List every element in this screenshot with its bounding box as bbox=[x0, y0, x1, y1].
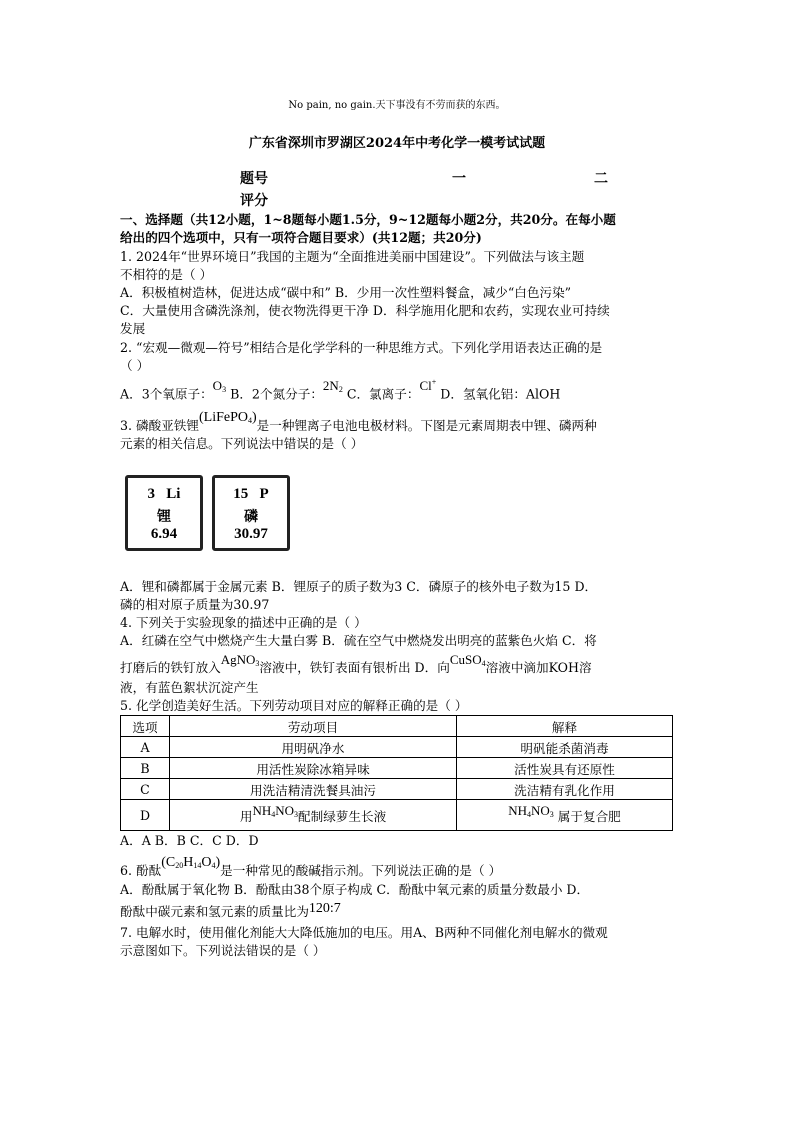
q2-opt-c: C．氯离子： bbox=[346, 386, 420, 402]
q6-options-line2-text: 酚酞中碳元素和氢元素的质量比为 bbox=[120, 904, 309, 919]
table-row bbox=[121, 779, 673, 800]
element-p-name: 磷 bbox=[244, 510, 258, 525]
score-row-label-score: 评分 bbox=[240, 193, 268, 209]
q1-options-line1: A．积极植树造林，促进达成“碳中和” B．少用一次性塑料餐盒，减少“白色污染” bbox=[120, 285, 572, 300]
formula-nh4no3: $NH_4NO_3$ bbox=[508, 802, 554, 819]
formula-2n2: $2N_2$ bbox=[322, 378, 343, 395]
element-card-li bbox=[125, 475, 203, 551]
q6-stem-part2: 是一种常见的酸碱指示剂。下列说法正确的是（ ） bbox=[220, 863, 502, 878]
q5-row-d-expl-suffix: 属于复合肥 bbox=[557, 808, 621, 824]
element-p-symbol: P bbox=[259, 486, 269, 502]
q5-header-task: 劳动项目 bbox=[170, 716, 457, 737]
q6-stem bbox=[120, 855, 502, 883]
section1-header-line1: 一、选择题（共12小题，1~8题每小题1.5分，9~12题每小题2分，共20分。在每小题 bbox=[120, 212, 616, 227]
q5-row-d-task bbox=[170, 800, 457, 831]
q5-row-d-explanation bbox=[457, 800, 673, 831]
q1-options-line2: C．大量使用含磷洗涤剂，使衣物洗得更干净 D．科学施用化肥和农药，实现农业可持续 bbox=[120, 303, 610, 318]
q5-stem: 5. 化学创造美好生活。下列劳动项目对应的解释正确的是（ ） bbox=[120, 698, 468, 713]
q7-stem-line2: 示意图如下。下列说法错误的是（ ） bbox=[120, 943, 326, 958]
element-li-symbol: Li bbox=[166, 486, 181, 502]
q2-stem-line2: （ ） bbox=[120, 358, 150, 373]
score-col-2: 二 bbox=[594, 171, 608, 187]
q5-row-a-explanation: 明矾能杀菌消毒 bbox=[457, 737, 673, 758]
q5-header-explanation: 解释 bbox=[457, 716, 673, 737]
element-p-number: 15 bbox=[233, 486, 249, 502]
section1-header-line2: 给出的四个选项中，只有一项符合题目要求）(共12题；共20分) bbox=[120, 230, 482, 245]
q5-table bbox=[120, 715, 673, 831]
q2-opt-a: A．3个氧原子： bbox=[120, 386, 213, 402]
q5-header-option: 选项 bbox=[121, 716, 170, 737]
q5-row-d-task-suffix: 配制绿萝生长液 bbox=[298, 808, 387, 824]
q5-row-d-task-prefix: 用 bbox=[239, 808, 253, 824]
q5-row-b-task: 用活性炭除冰箱异味 bbox=[170, 758, 457, 779]
formula-cuso4: CuSO$_4$ bbox=[449, 652, 486, 668]
q5-row-d-option: D bbox=[121, 800, 170, 831]
element-card-p bbox=[212, 475, 290, 551]
q4-stem: 4. 下列关于实验现象的描述中正确的是（ ） bbox=[120, 615, 367, 630]
q5-header-row bbox=[121, 716, 673, 737]
table-row bbox=[121, 800, 673, 831]
formula-cl-ion: Cl+ bbox=[419, 378, 437, 394]
score-col-1: 一 bbox=[452, 171, 466, 187]
motto: No pain, no gain.天下事没有不劳而获的东西。 bbox=[288, 100, 506, 111]
q1-stem-line2: 不相符的是（ ） bbox=[120, 267, 213, 282]
table-row bbox=[121, 758, 673, 779]
page-title: 广东省深圳市罗湖区2024年中考化学一模考试试题 bbox=[248, 136, 546, 151]
q4-line3: 液，有蓝色絮状沉淀产生 bbox=[120, 680, 259, 695]
q5-options: A．A B．B C．C D．D bbox=[120, 833, 259, 848]
q2-stem-line1: 2. “宏观—微观—符号”相结合是化学学科的一种思维方式。下列化学用语表达正确的是 bbox=[120, 340, 603, 355]
element-li-number: 3 bbox=[147, 486, 156, 502]
q5-row-b-explanation: 活性炭具有还原性 bbox=[457, 758, 673, 779]
q1-stem-line1: 1. 2024年“世界环境日”我国的主题为“全面推进美丽中国建设”。下列做法与该主题 bbox=[120, 249, 585, 264]
q3-stem-part1: 3. 磷酸亚铁锂 bbox=[120, 418, 199, 433]
score-row-label-number: 题号 bbox=[240, 171, 268, 187]
formula-c20h14o4: $(C_{20}H_{14}O_4)$ bbox=[161, 855, 221, 870]
q2-options bbox=[120, 378, 561, 406]
q5-row-c-task: 用洗洁精清洗餐具油污 bbox=[170, 779, 457, 800]
formula-agno3: AgNO$_3$ bbox=[220, 652, 260, 668]
q2-opt-d: D．氢氧化铝：AlOH bbox=[440, 386, 561, 402]
q5-row-a-option: A bbox=[121, 737, 170, 758]
element-li-mass: 6.94 bbox=[150, 526, 178, 542]
q6-options-line2 bbox=[120, 901, 341, 921]
q5-row-c-explanation: 洗洁精有乳化作用 bbox=[457, 779, 673, 800]
q5-row-a-task: 用明矾净水 bbox=[170, 737, 457, 758]
q3-options-line1: A．锂和磷都属于金属元素 B．锂原子的质子数为3 C．磷原子的核外电子数为15 D． bbox=[120, 579, 598, 594]
formula-lifepo4: (LiFePO$_4$) bbox=[199, 410, 257, 425]
q4-line2-part1: 打磨后的铁钉放入 bbox=[120, 660, 221, 675]
q6-options-line1: A．酚酞属于氧化物 B．酚酞由38个原子构成 C．酚酞中氧元素的质量分数最小 D． bbox=[120, 882, 590, 897]
formula-o3: $O_3$ bbox=[212, 378, 227, 395]
formula-nh4no3: $NH_4NO_3$ bbox=[252, 802, 298, 819]
q3-stem-line2: 元素的相关信息。下列说法中错误的是（ ） bbox=[120, 436, 364, 451]
element-li-name: 锂 bbox=[157, 510, 171, 525]
q6-stem-part1: 6. 酚酞 bbox=[120, 863, 162, 878]
q3-options-line2: 磷的相对原子质量为30.97 bbox=[120, 597, 270, 612]
q2-opt-b: B．2个氮分子： bbox=[230, 386, 323, 402]
q4-line1: A．红磷在空气中燃烧产生大量白雾 B．硫在空气中燃烧发出明亮的蓝紫色火焰 C．将 bbox=[120, 633, 597, 648]
q1-options-line3: 发展 bbox=[120, 321, 146, 336]
q3-stem-part2: 是一种锂离子电池电极材料。下图是元素周期表中锂、磷两种 bbox=[256, 418, 597, 433]
element-p-mass: 30.97 bbox=[234, 526, 268, 542]
q4-line2 bbox=[120, 652, 592, 680]
q4-line2-part2: 溶液中，铁钉表面有银析出 D．向 bbox=[259, 660, 450, 675]
q4-line2-part3: 溶液中滴加KOH溶 bbox=[485, 660, 592, 675]
q5-row-c-option: C bbox=[121, 779, 170, 800]
q7-stem-line1: 7. 电解水时，使用催化剂能大大降低施加的电压。用A、B两种不同催化剂电解水的微观 bbox=[120, 925, 608, 940]
q3-stem-line1 bbox=[120, 410, 597, 438]
q5-row-b-option: B bbox=[121, 758, 170, 779]
q6-ratio: 120:7 bbox=[308, 901, 341, 916]
table-row bbox=[121, 737, 673, 758]
